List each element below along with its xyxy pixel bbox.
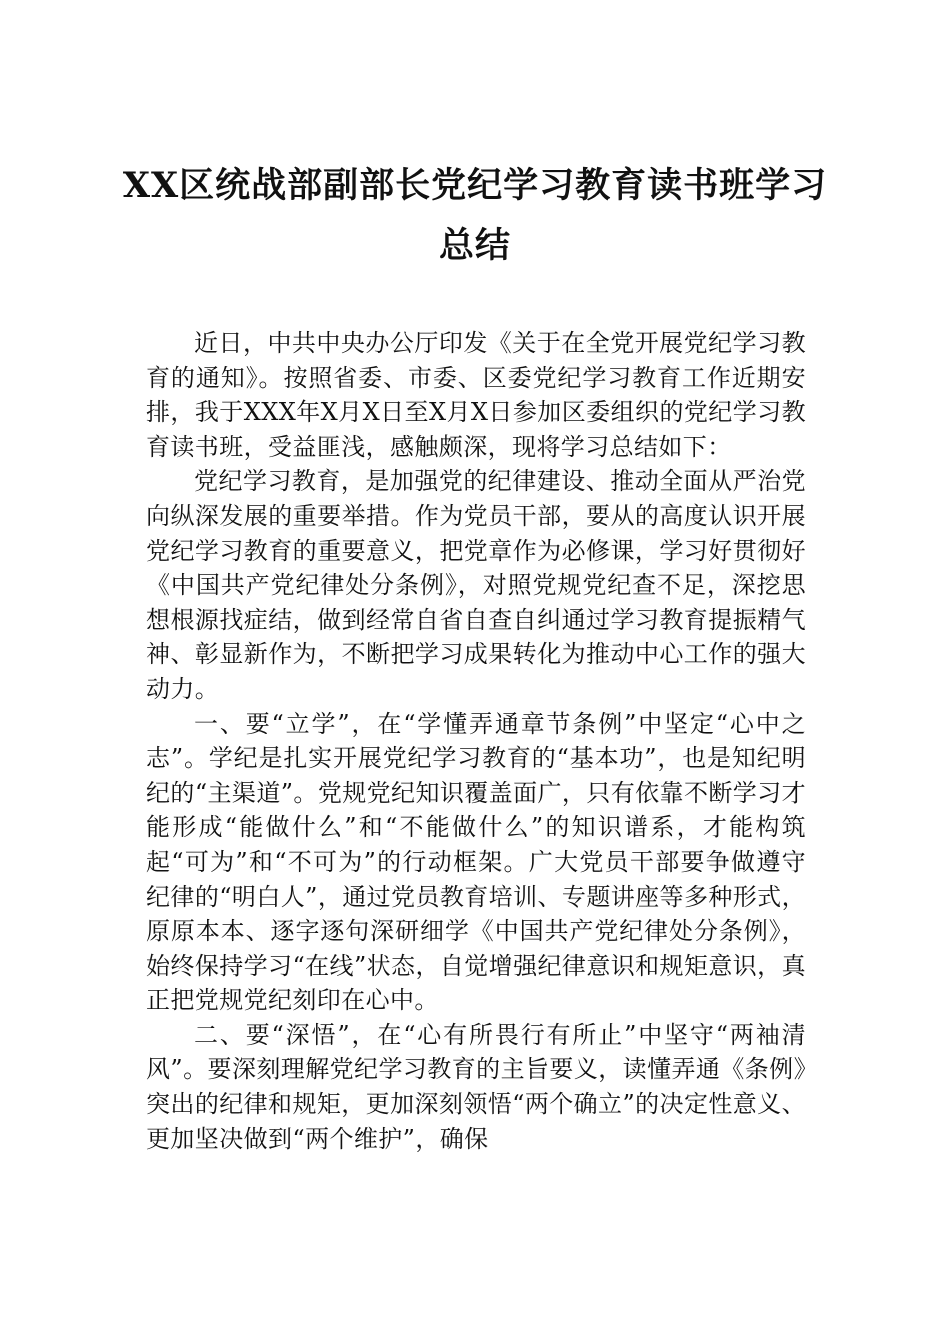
paragraph-intro: 近日，中共中央办公厅印发《关于在全党开展党纪学习教育的通知》。按照省委、市委、区委党纪学习教育工作近期安排，我于XXX年X月X日至X月X日参加区委组织的党纪学习教育读书班，受益匪浅，感触颇深，现将学习总结如下： — [146, 329, 806, 461]
document-body — [146, 326, 806, 1156]
paragraph-overview: 党纪学习教育，是加强党的纪律建设、推动全面从严治党向纵深发展的重要举措。作为党员干部，要从的高度认识开展党纪学习教育的重要意义，把党章作为必修课，学习好贯彻好《中国共产党纪律处分条例》，对照党规党纪查不足，深挖思想根源找症结，做到经常自省自查自纠通过学习教育提振精气神、彰显新作为，不断把学习成果转化为推动中心工作的强大动力。 — [146, 467, 806, 703]
document-title: XX区统战部副部长党纪学习教育读书班学习总结 — [122, 165, 828, 266]
paragraph-section-one: 一、要“立学”，在“学懂弄通章节条例”中坚定“心中之志”。学纪是扎实开展党纪学习教育的“基本功”，也是知纪明纪的“主渠道”。党规党纪知识覆盖面广，只有依靠不断学习才能形成“能做什么”和“不能做什么”的知识谱系，才能构筑起“可为”和“不可为”的行动框架。广大党员干部要争做遵守纪律的“明白人”，通过党员教育培训、专题讲座等多种形式，原原本本、逐字逐句深研细学《中国共产党纪律处分条例》，始终保持学习“在线”状态，自觉增强纪律意识和规矩意识，真正把党规党纪刻印在心中。 — [146, 709, 806, 1015]
paragraph-section-two: 二、要“深悟”，在“心有所畏行有所止”中坚守“两袖清风”。要深刻理解党纪学习教育的主旨要义，读懂弄通《条例》突出的纪律和规矩，更加深刻领悟“两个确立”的决定性意义、更加坚决做到“两个维护”，确保 — [146, 1020, 806, 1153]
